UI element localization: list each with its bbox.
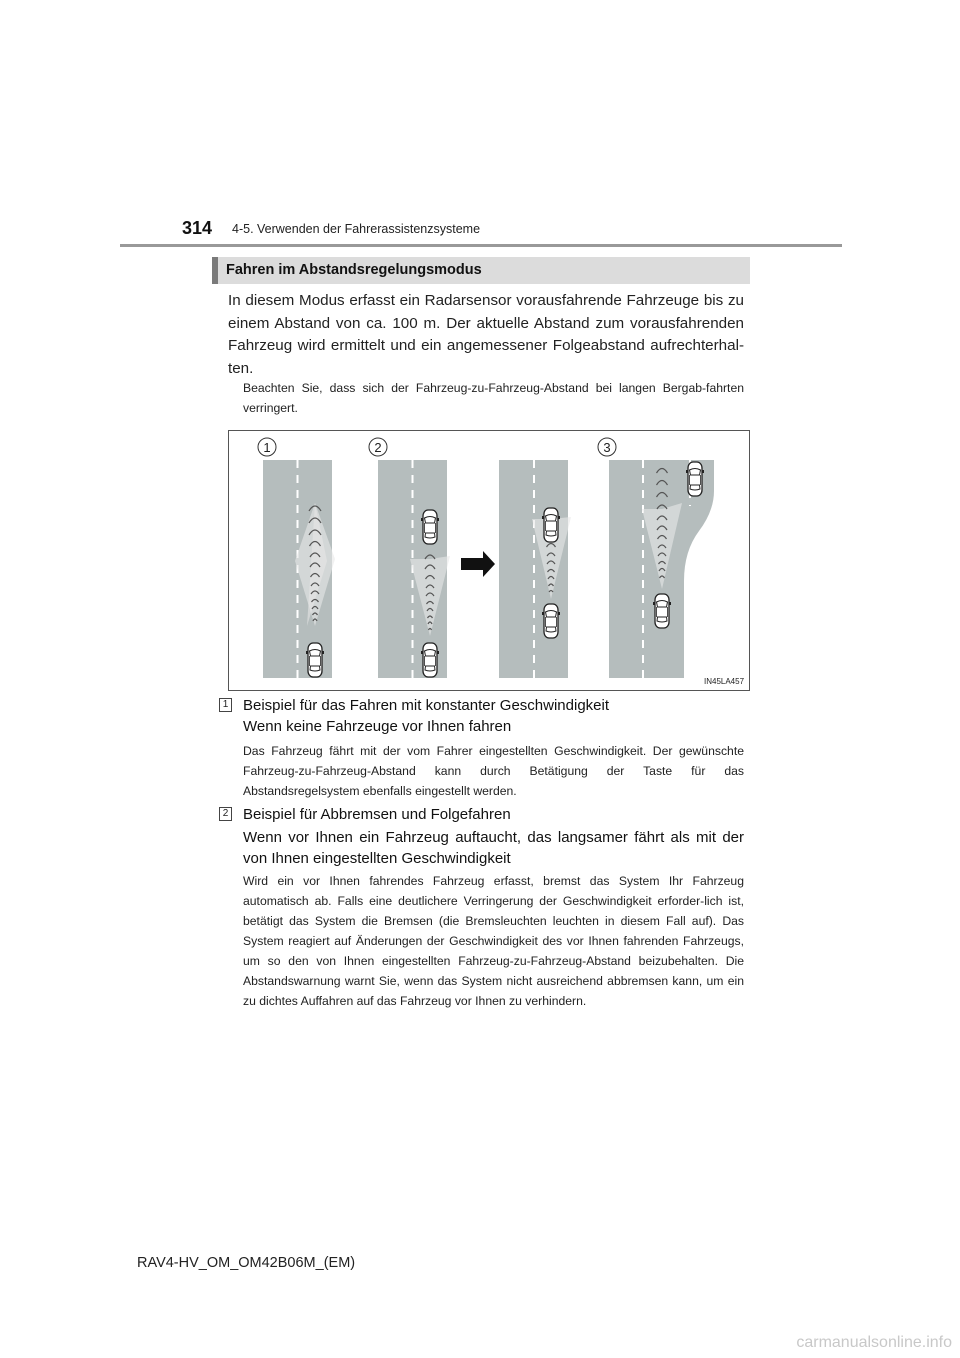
own-car-3 — [542, 604, 560, 638]
chapter-title: 4-5. Verwenden der Fahrerassistenzsysteme — [232, 222, 481, 236]
section-header-bar — [212, 257, 218, 284]
item-badge-1: 1 — [219, 698, 232, 712]
item-1-body: Das Fahrzeug fährt mit der vom Fahrer eingestellten Geschwindigkeit. Der gewünschte Fahrzeug-zu-Fahrzeug-Abstand kann durch Betätigung der Taste für das Abstandsregelsystem ebenfalls eingestellt werden. — [243, 744, 744, 798]
own-car-2 — [421, 643, 439, 677]
footer-model-code: RAV4-HV_OM_OM42B06M_(EM) — [137, 1255, 356, 1271]
own-car-4 — [653, 594, 671, 628]
header-divider — [120, 244, 842, 247]
watermark: carmanualsonline.info — [796, 1334, 952, 1351]
lead-car-3 — [542, 508, 560, 542]
note-paragraph: Beachten Sie, dass sich der Fahrzeug-zu-Fahrzeug-Abstand bei langen Bergab-fahrten verringert. — [243, 381, 744, 415]
item-badge-2: 2 — [219, 807, 232, 821]
figure-label-1: 1 — [263, 440, 271, 455]
transition-arrow-icon — [461, 551, 495, 577]
page-number: 314 — [182, 218, 213, 238]
section-header — [212, 257, 750, 284]
illustration-figure — [228, 430, 750, 691]
merging-car-4 — [686, 462, 704, 496]
own-car-1 — [306, 643, 324, 677]
intro-paragraph: In diesem Modus erfasst ein Radarsensor vorausfahrende Fahrzeuge bis zu einem Abstand von ca. 100 m. Der aktuelle Abstand zum vorausfahrenden Fahrzeug wird ermittelt und ein angemessener Folgeabstand aufrechterhal-ten. — [228, 292, 744, 377]
item-1-title: Beispiel für das Fahren mit konstanter Geschwindigkeit — [243, 697, 610, 714]
figure-label-2: 2 — [374, 440, 382, 455]
item-2-body: Wird ein vor Ihnen fahrendes Fahrzeug erfasst, bremst das System Ihr Fahrzeug automatisch ab. Falls eine deutlichere Verringerung der Geschwindigkeit erforder-lich ist, betätigt das System die Bremsen (die Bremsleuchten leuchten in diesem Fall auf). Das System reagiert auf Änderungen der Geschwindigkeit des vor Ihnen fahrenden Fahrzeugs, um so den von Ihnen eingestellten Fahrzeug-zu-Fahrzeug-Abstand beizubehalten. Die Abstandswarnung warnt Sie, wenn das System nicht ausreichend abbremsen kann, um ein zu dichtes Auffahren auf das Fahrzeug vor Ihnen zu verhindern. — [243, 874, 744, 1008]
figure-label-3: 3 — [603, 440, 611, 455]
section-title: Fahren im Abstandsregelungsmodus — [226, 262, 482, 278]
item-2-title: Beispiel für Abbremsen und Folgefahren — [243, 806, 511, 823]
item-1-subtitle: Wenn keine Fahrzeuge vor Ihnen fahren — [243, 718, 512, 735]
figure-code: IN45LA457 — [704, 677, 745, 686]
lead-car-2 — [421, 510, 439, 544]
item-2-subtitle: Wenn vor Ihnen ein Fahrzeug auftaucht, das langsamer fährt als mit der von Ihnen eingestellten Geschwindigkeit — [243, 829, 744, 867]
